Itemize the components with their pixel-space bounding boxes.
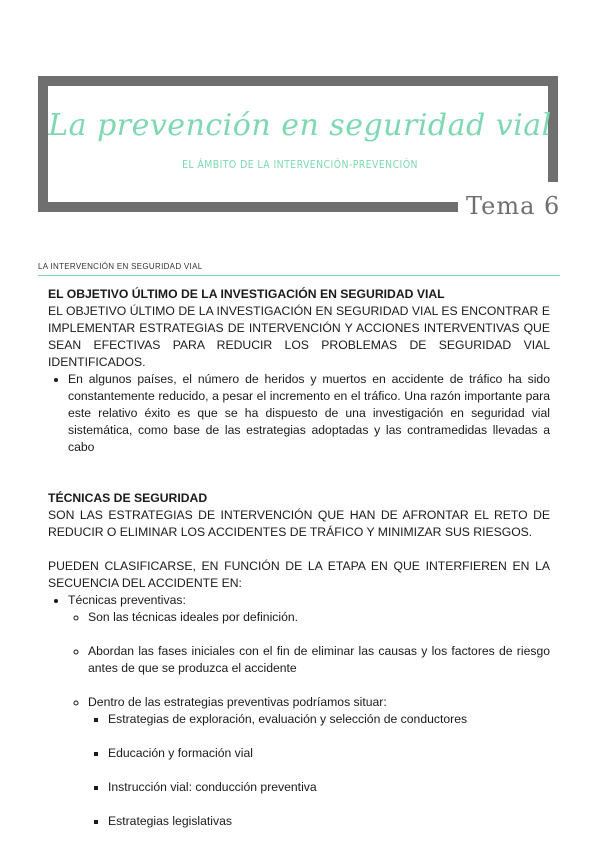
block1-heading: EL OBJETIVO ÚLTIMO DE LA INVESTIGACIÓN EN SEGURIDAD VIAL bbox=[48, 287, 445, 301]
sublist-item: ◦ Son las técnicas ideales por definición. bbox=[88, 609, 550, 626]
list-item: • En algunos países, el número de heridos y muertos en accidente de tráfico ha sido constantemente reducido, a pesar el incremento en el tráfico. Una razón importante para este relativo éxito es que se ha dispuesto de una investigación en seguridad vial sistemática, como base de las estrategias adoptadas y las contramedidas llevadas a cabo bbox=[68, 371, 550, 456]
block2-heading: TÉCNICAS DE SEGURIDAD bbox=[48, 491, 208, 505]
document-title: La prevención en seguridad vial bbox=[48, 108, 552, 143]
square-item: ▪ Estrategias legislativas bbox=[108, 813, 550, 830]
block2-text: SON LAS ESTRATEGIAS DE INTERVENCIÓN QUE HAN DE AFRONTAR EL RETO DE REDUCIR O ELIMINAR LOS ACCIDENTES DE TRÁFICO Y MINIMIZAR SUS RIESGOS. bbox=[48, 508, 550, 539]
list-item-label: Técnicas preventivas: bbox=[68, 593, 186, 607]
document-subtitle: EL ÁMBITO DE LA INTERVENCIÓN-PREVENCIÓN bbox=[182, 158, 418, 171]
square-item: ▪ Instrucción vial: conducción preventiva bbox=[108, 779, 550, 796]
block2-list bbox=[48, 592, 550, 830]
block1-text: EL OBJETIVO ÚLTIMO DE LA INVESTIGACIÓN EN SEGURIDAD VIAL ES ENCONTRAR E IMPLEMENTAR ESTRATEGIAS DE INTERVENCIÓN Y ACCIONES INTERVENTIVAS QUE SEAN EFECTIVAS PARA REDUCIR LOS PROBLEMAS DE SEGURIDAD VIAL IDENTIFICADOS. bbox=[48, 304, 550, 369]
sublist-item bbox=[88, 694, 550, 830]
square-item: ▪ Educación y formación vial bbox=[108, 745, 550, 762]
tema-label: Tema 6 bbox=[466, 192, 561, 220]
document-body bbox=[48, 286, 550, 830]
section-divider bbox=[38, 275, 560, 276]
sublist-item: ◦ Abordan las fases iniciales con el fin de eliminar las causas y los factores de riesgo antes de que se produzca el accidente bbox=[88, 643, 550, 677]
square-item: ▪ Estrategias de exploración, evaluación y selección de conductores bbox=[108, 711, 550, 728]
sublist bbox=[68, 609, 550, 830]
block2-text2: PUEDEN CLASIFICARSE, EN FUNCIÓN DE LA ETAPA EN QUE INTERFIEREN EN LA SECUENCIA DEL ACCIDENTE EN: bbox=[48, 559, 550, 590]
list-item bbox=[68, 592, 550, 830]
sublist-item-label: Dentro de las estrategias preventivas podríamos situar: bbox=[88, 695, 387, 709]
block1-list bbox=[48, 371, 550, 456]
square-list bbox=[88, 711, 550, 830]
section-label: LA INTERVENCIÓN EN SEGURIDAD VIAL bbox=[38, 262, 203, 271]
